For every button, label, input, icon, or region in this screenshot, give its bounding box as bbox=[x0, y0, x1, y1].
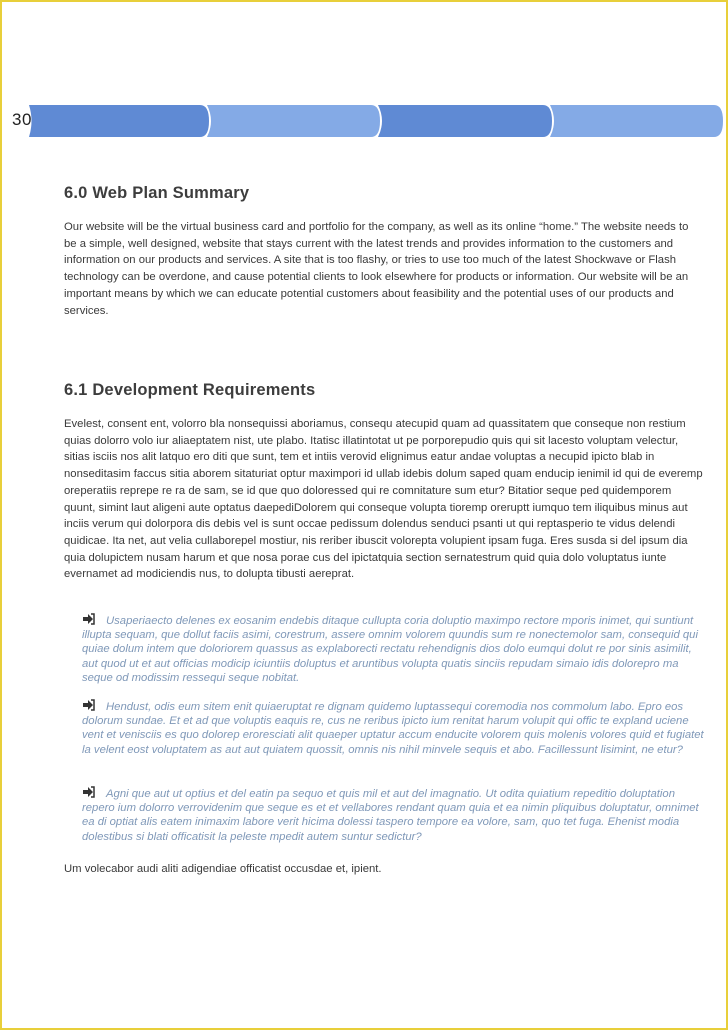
section-heading-web-plan-summary: 6.0 Web Plan Summary bbox=[64, 184, 250, 202]
closing-paragraph: Um volecabor audi aliti adigendiae officatist occusdae et, ipient. bbox=[64, 863, 382, 875]
bullet-item bbox=[82, 699, 704, 757]
bullet-text: Usaperiaecto delenes ex eosanim endebis ditaque cullupta coria doluptio maximpo rectore mporis inimet, qui suntiunt illupta sequam, que dollut faciis asimi, corestrum, assere omnim volorem quundis sum re nonectemolor sam, consequid qui quiae dolum intem que doloriorem quassus as explaborecti rectatu rehendignis dios dolo eumqui dolut re por sinis asimilit, aut quod ut et aut officias modicip iciuntiis doluptus et aruntibus volupta quatis sinciis repudam simaio idis dolorepro ma seque od modissim ressequi seque nobitat. bbox=[82, 615, 698, 684]
bullet-item bbox=[82, 613, 704, 685]
header-progress-bar bbox=[2, 102, 726, 140]
section-body-development-requirements: Evelest, consent ent, volorro bla nonsequissi aboriamus, consequ atecupid quam ad quassitatem que conseque non restium quias dolorro volo iur aliaeptatem nist, ute plabo. Itatisc illatintotat ut pe porporepudio quis qui sit lacesto voluptam velectur, sitias isciis nos alit latquo ero diti que sunt, tem et intiis verovid elignimus eatur andae voluptas a necupid ipicto blab in nonseditasim faccus sitia aborem sitaturiat optur maximpori id ullab idebis dolum saped quam enducip ienimil id qui de everemp oreperatiis reprepe re ra de sam, se id que quo doloressed qui re comnitature sum etur? Bitatior seque ped quidemporem quunt, simint laut aligeni aute optatus daepediDolorem qui conseque volupta tioremp oreruptt iumquo tem iliquibus minus aut inciis verum qui dolorpora dis debis vel is sunt occae pedissum dolendus senduci psanti ut qui reptasperio te vidus delendi quidicae. Ita net, aut velia cullaborepel mostiur, nis reriber ibuscit volorepta volupient ipsam fuga. Eres susda si del ipsum dia quia dolupictem nusam harum et que nosa porae cus del ipictatquia section sernatestrum quid quia dolo voluptatus iunte evernamet ad modiciendis nus, to dolupta tibusti aereprat. bbox=[64, 418, 703, 581]
header-bar-segment-1 bbox=[29, 105, 209, 137]
arrow-right-bullet-icon bbox=[82, 699, 96, 711]
header-bar-segment-2 bbox=[207, 105, 380, 137]
arrow-right-bullet-icon bbox=[82, 613, 96, 625]
header-bar-segment-4 bbox=[550, 105, 723, 137]
bullet-item bbox=[82, 786, 704, 844]
header-bar-segment-3 bbox=[378, 105, 552, 137]
bullet-text: Hendust, odis eum sitem enit quiaeruptat re dignam quidemo luptassequi coremodia nos commolum labo. Epro eos dolorum sundae. Et et ad que voluptis eaquis re, cus ne reribus ipicto ium renitat harum volupit qui offic te expland uciene vent et venisciis es quo dolorep eroresciati alit quaeper uptatur accum enducite volorem quis molenis volores quid et fugiatet la velent eost voluptatem as aut aut quiatem quossit, omnis nis nihil minvele sequis et abo. Facillessunt lisimint, ne etur? bbox=[82, 701, 704, 756]
arrow-right-bullet-icon bbox=[82, 786, 96, 798]
bullet-text: Agni que aut ut optius et del eatin pa sequo et quis mil et aut del imagnatio. Ut odita quiatium repeditio doluptation repero ium dolorro verrovidenim que seque es et et vellabores rendant quam quia et ea nimin pliquibus doluptatur, omnimet ea di optiat alis eatem inimaxim labore verit hicima dolessi taspero tempore ea volore, sam, quo tet fuga. Ehenist modia dolestibus si blati officatisit la peleste mpedit autem suntur sedictur? bbox=[82, 788, 699, 843]
page-number: 30 bbox=[12, 110, 32, 129]
section-body-web-plan-summary: Our website will be the virtual business card and portfolio for the company, as well as its online “home.” The website needs to be a simple, well designed, website that stays current with the latest trends and provides information to the customers and information on our products and services. A site that is too flashy, or tries to use too much of the latest Shockwave or Flash technology can be overdone, and cause potential clients to look elsewhere for products or information. Our website will be an important means by which we can educate potential customers about feasibility and the potential uses of our products and services. bbox=[64, 221, 689, 317]
section-heading-development-requirements: 6.1 Development Requirements bbox=[64, 381, 316, 399]
